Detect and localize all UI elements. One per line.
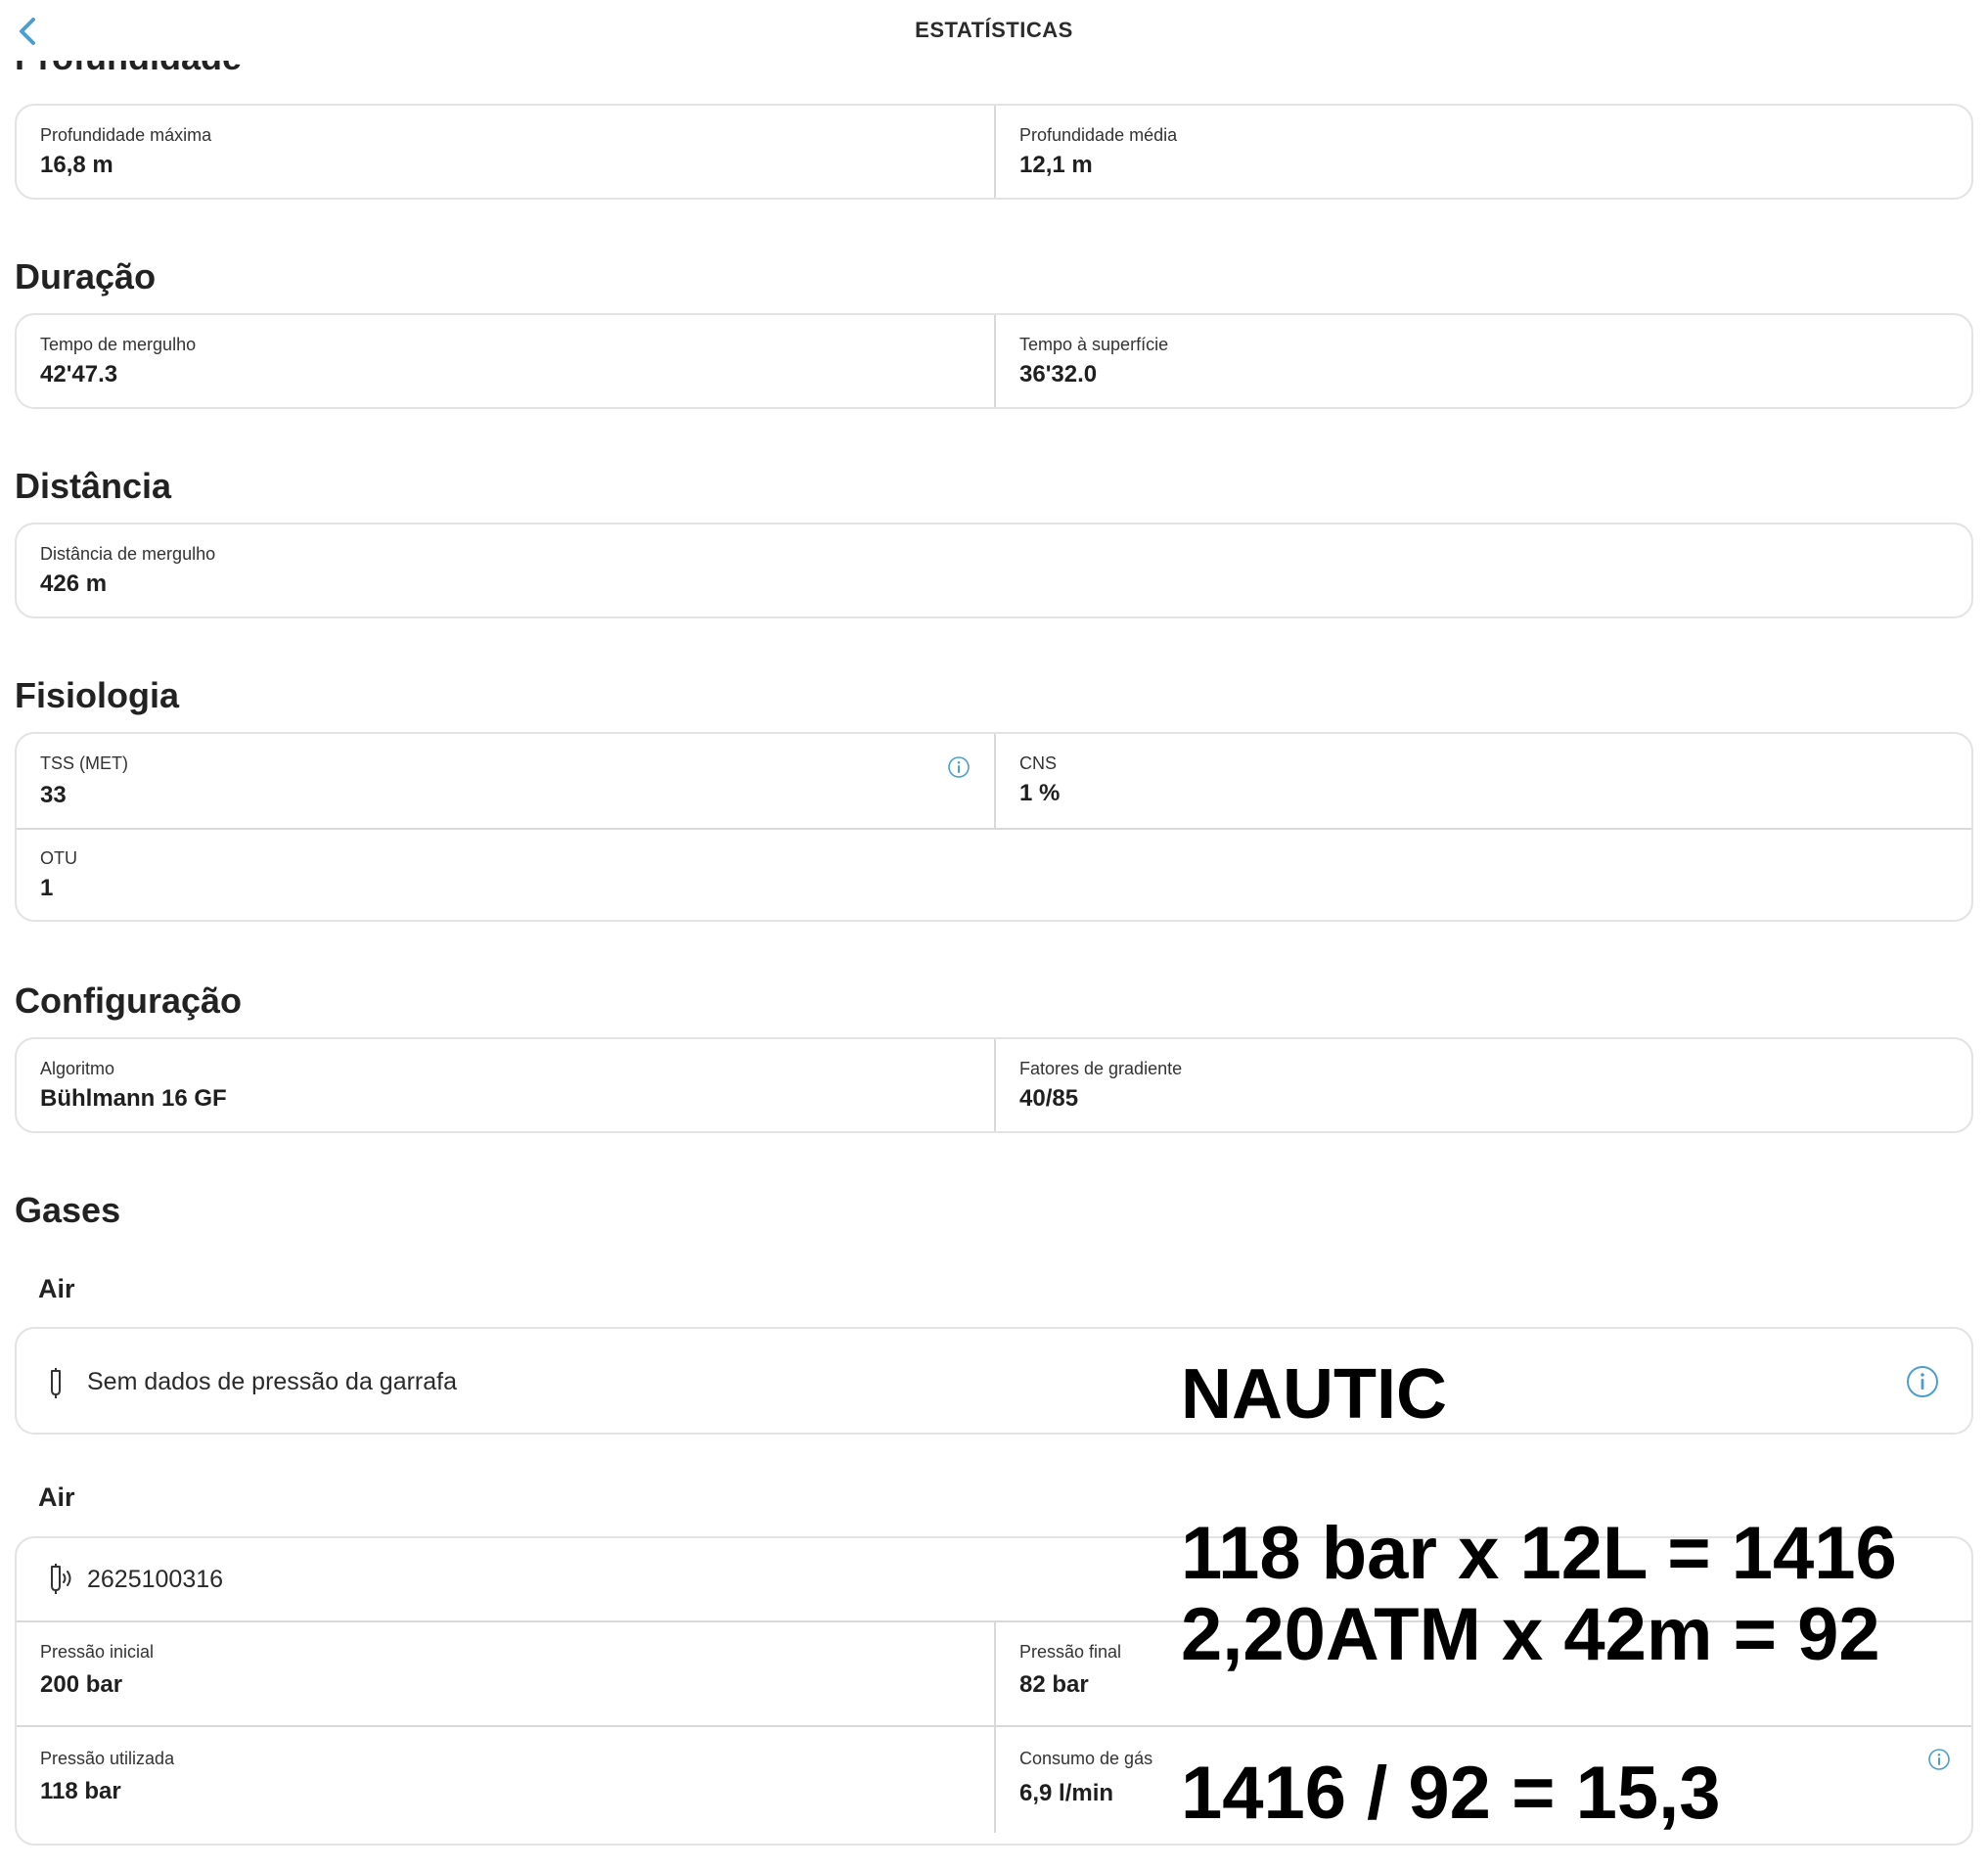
gas-name: Air <box>38 1482 75 1512</box>
max-depth-value: 16,8 m <box>40 152 113 178</box>
physiology-card <box>15 732 1973 922</box>
divider <box>994 106 996 198</box>
tank-icon <box>44 1366 68 1399</box>
cns-value: 1 % <box>1019 780 1061 806</box>
gas-name: Air <box>38 1274 75 1303</box>
page-title: ESTATÍSTICAS <box>915 18 1073 42</box>
info-icon[interactable] <box>947 755 971 779</box>
depth-card <box>15 104 1973 200</box>
info-icon[interactable] <box>1927 1748 1951 1771</box>
dive-distance-label: Distância de mergulho <box>40 544 216 564</box>
surface-time-value: 36'32.0 <box>1019 361 1098 387</box>
tss-value: 33 <box>40 782 67 808</box>
overlay-brand-text: NAUTIC <box>1181 1355 1447 1434</box>
divider <box>994 315 996 407</box>
gradient-factors-label: Fatores de gradiente <box>1019 1059 1183 1078</box>
transmitter-id: 2625100316 <box>87 1566 224 1593</box>
end-pressure-label: Pressão final <box>1019 1642 1122 1662</box>
start-pressure-value: 200 bar <box>40 1671 123 1698</box>
divider <box>994 1039 996 1131</box>
surface-time-label: Tempo à superfície <box>1019 335 1169 354</box>
gas-consumption-label: Consumo de gás <box>1019 1749 1153 1768</box>
dive-distance-value: 426 m <box>40 570 108 597</box>
divider <box>994 1727 996 1833</box>
algorithm-value: Bühlmann 16 GF <box>40 1085 227 1112</box>
divider <box>17 828 1971 830</box>
overlay-calc-line-1: 118 bar x 12L = 1416 <box>1181 1512 1897 1595</box>
config-card <box>15 1037 1973 1133</box>
section-title-distancia: Distância <box>15 466 172 506</box>
overlay-calc-line-3: 1416 / 92 = 15,3 <box>1181 1752 1721 1835</box>
section-title-gases: Gases <box>15 1190 121 1230</box>
end-pressure-value: 82 bar <box>1019 1671 1089 1698</box>
distance-card <box>15 523 1973 618</box>
duration-card <box>15 313 1973 409</box>
overlay-calc-line-2: 2,20ATM x 42m = 92 <box>1181 1593 1880 1676</box>
section-title-duracao: Duração <box>15 256 157 296</box>
avg-depth-value: 12,1 m <box>1019 152 1093 178</box>
otu-label: OTU <box>40 848 77 868</box>
gradient-factors-value: 40/85 <box>1019 1085 1079 1112</box>
avg-depth-label: Profundidade média <box>1019 125 1178 145</box>
gas-no-data-card[interactable] <box>15 1327 1973 1435</box>
dive-time-label: Tempo de mergulho <box>40 335 197 354</box>
cns-label: CNS <box>1019 753 1058 773</box>
used-pressure-value: 118 bar <box>40 1778 121 1804</box>
used-pressure-label: Pressão utilizada <box>40 1749 175 1768</box>
divider <box>994 1622 996 1726</box>
tank-transmitter-icon <box>44 1562 79 1597</box>
start-pressure-label: Pressão inicial <box>40 1642 155 1662</box>
top-bar <box>0 0 1988 61</box>
no-pressure-data-text: Sem dados de pressão da garrafa <box>87 1368 458 1395</box>
section-title-configuracao: Configuração <box>15 980 243 1021</box>
dive-time-value: 42'47.3 <box>40 361 118 387</box>
otu-value: 1 <box>40 875 54 901</box>
gas-consumption-value: 6,9 l/min <box>1019 1780 1114 1806</box>
divider <box>994 734 996 829</box>
tss-label: TSS (MET) <box>40 753 128 773</box>
section-title-fisiologia: Fisiologia <box>15 675 180 715</box>
max-depth-label: Profundidade máxima <box>40 125 212 145</box>
info-icon[interactable] <box>1906 1365 1939 1398</box>
algorithm-label: Algoritmo <box>40 1059 115 1078</box>
